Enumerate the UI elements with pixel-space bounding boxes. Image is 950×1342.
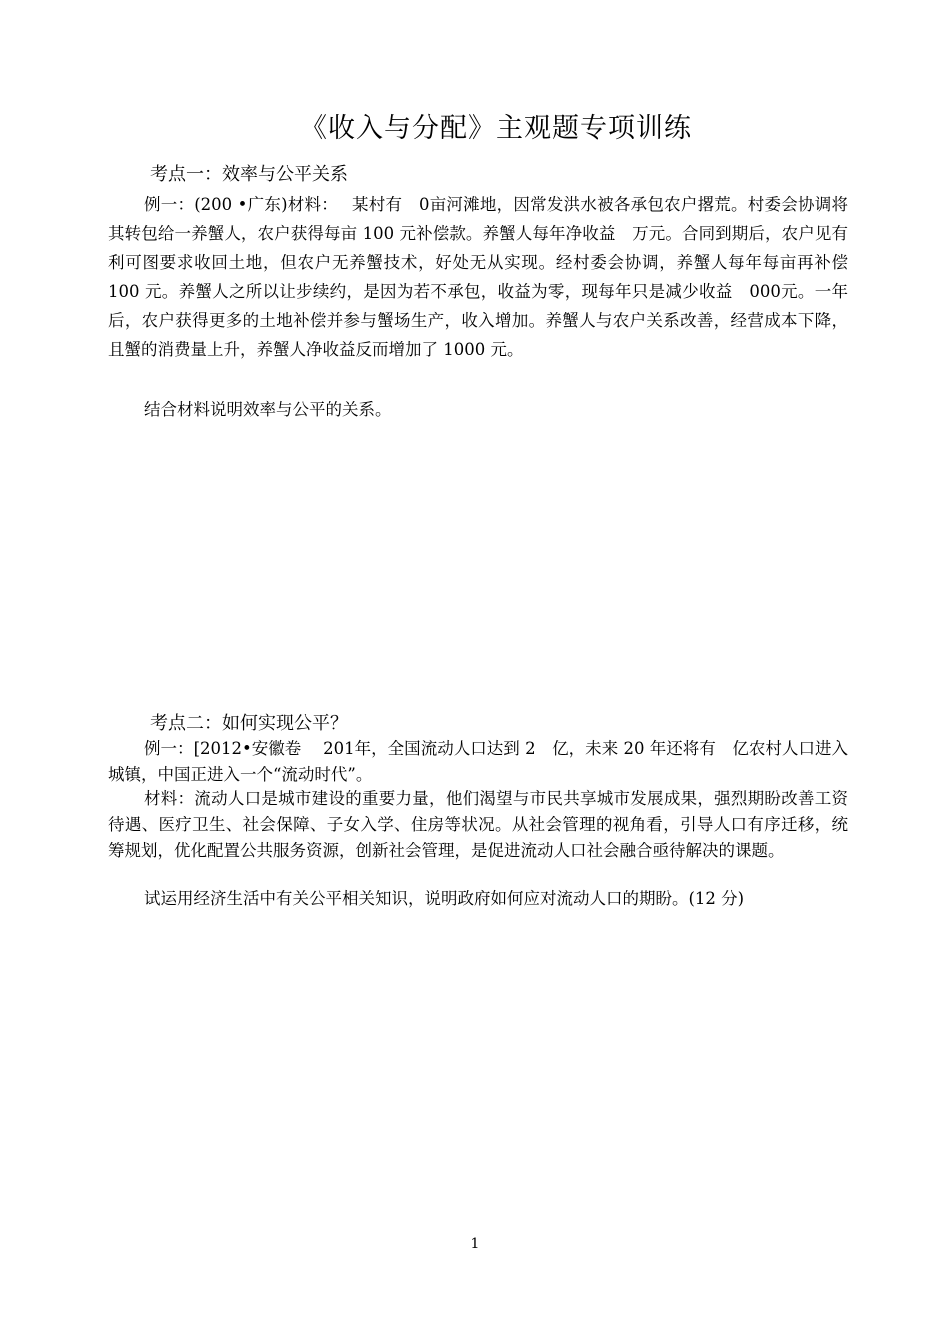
question-paragraph-2: 试运用经济生活中有关公平相关知识，说明政府如何应对流动人口的期盼。(12 分) (144, 889, 745, 908)
example-paragraph-2: 例一：[2012•安徽卷 201年，全国流动人口达到 2 亿，未来 20 年还将有 亿农村人口进入城镇，中国正进入一个“流动时代”。 (108, 739, 848, 784)
page-number: 1 (470, 1236, 480, 1252)
document-title: 《收入与分配》主观题专项训练 (300, 113, 692, 144)
section-heading-1: 考点一：效率与公平关系 (150, 164, 348, 185)
material-paragraph-2: 材料：流动人口是城市建设的重要力量，他们渴望与市民共享城市发展成果，强烈期盼改善工资待遇、医疗卫生、社会保障、子女入学、住房等状况。从社会管理的视角看，引导人口有序迁移，统筹规划，优化配置公共服务资源，创新社会管理，是促进流动人口社会融合亟待解决的课题。 (108, 789, 848, 860)
question-paragraph-1: 结合材料说明效率与公平的关系。 (144, 400, 392, 419)
example-paragraph-1: 例一：(200 •广东)材料： 某村有 0亩河滩地，因常发洪水被各承包农户撂荒。村委会协调将其转包给一养蟹人，农户获得每亩 100 元补偿款。养蟹人每年净收益 万元。合同到期后，农户见有利可图要求收回土地，但农户无养蟹技术，好处无从实现。经村委会协调，养蟹人每年每亩再补偿 100 元。养蟹人之所以让步续约，是因为若不承包，收益为零，现每年只是减少收益 000元。一年后，农户获得更多的土地补偿并参与蟹场生产，收入增加。养蟹人与农户关系改善，经营成本下降，且蟹的消费量上升，养蟹人净收益反而增加了 1000 元。 (108, 195, 848, 359)
section-heading-2: 考点二：如何实现公平？ (150, 713, 348, 734)
